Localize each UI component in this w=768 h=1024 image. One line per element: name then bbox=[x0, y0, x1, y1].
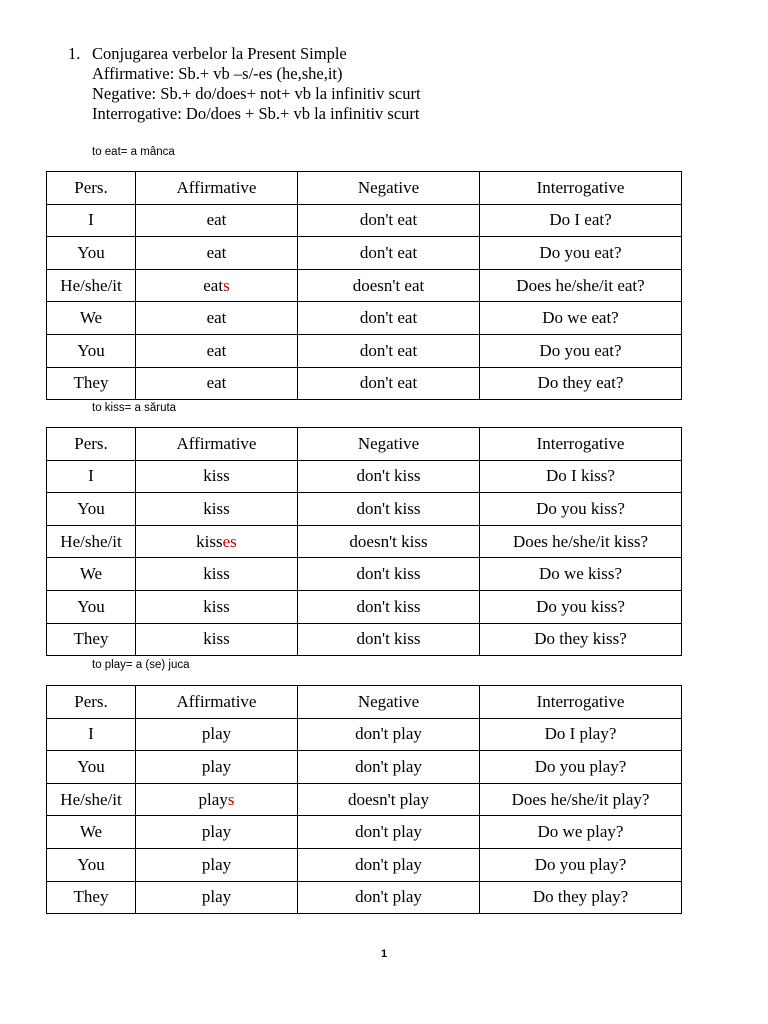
table-row bbox=[47, 269, 682, 302]
cell-interrogative: Do you eat? bbox=[480, 237, 682, 270]
cell-person: I bbox=[47, 460, 136, 493]
affirmative-stem: play bbox=[198, 789, 228, 809]
cell-person: We bbox=[47, 816, 136, 849]
cell-interrogative: Do I play? bbox=[480, 718, 682, 751]
affirmative-stem: eat bbox=[206, 308, 227, 328]
cell-negative: don't eat bbox=[298, 204, 480, 237]
cell-interrogative: Does he/she/it kiss? bbox=[480, 525, 682, 558]
cell-affirmative bbox=[136, 302, 298, 335]
table-row bbox=[47, 460, 682, 493]
cell-affirmative bbox=[136, 718, 298, 751]
affirmative-suffix: s bbox=[223, 275, 230, 295]
table-header-row bbox=[47, 428, 682, 461]
cell-negative: don't play bbox=[298, 751, 480, 784]
page-number: 1 bbox=[380, 948, 388, 960]
affirmative-stem: kiss bbox=[203, 564, 230, 584]
heading-lines bbox=[92, 44, 652, 124]
table-header-row bbox=[47, 686, 682, 719]
cell-affirmative bbox=[136, 334, 298, 367]
affirmative-stem: kiss bbox=[203, 498, 230, 518]
table-row bbox=[47, 623, 682, 656]
cell-person: We bbox=[47, 558, 136, 591]
table-row bbox=[47, 590, 682, 623]
cell-negative: don't eat bbox=[298, 334, 480, 367]
cell-affirmative bbox=[136, 525, 298, 558]
affirmative-stem: eat bbox=[203, 275, 224, 295]
table-row bbox=[47, 204, 682, 237]
heading-number: 1. bbox=[68, 44, 81, 63]
cell-person: You bbox=[47, 590, 136, 623]
cell-person: He/she/it bbox=[47, 783, 136, 816]
cell-interrogative: Does he/she/it play? bbox=[480, 783, 682, 816]
table-row bbox=[47, 367, 682, 400]
column-header-pers: Pers. bbox=[47, 686, 136, 719]
verb-caption-kiss: to kiss= a săruta bbox=[92, 402, 177, 414]
cell-affirmative bbox=[136, 751, 298, 784]
affirmative-suffix: s bbox=[227, 789, 235, 809]
cell-affirmative bbox=[136, 204, 298, 237]
cell-person: They bbox=[47, 367, 136, 400]
affirmative-stem: play bbox=[201, 887, 232, 907]
cell-affirmative bbox=[136, 590, 298, 623]
column-header-interrogative: Interrogative bbox=[480, 428, 682, 461]
affirmative-stem: kiss bbox=[203, 596, 230, 616]
cell-interrogative: Do you kiss? bbox=[480, 493, 682, 526]
affirmative-stem: kiss bbox=[203, 466, 230, 486]
cell-negative: doesn't kiss bbox=[298, 525, 480, 558]
cell-negative: don't play bbox=[298, 848, 480, 881]
conjugation-table-play bbox=[46, 685, 682, 914]
column-header-interrogative: Interrogative bbox=[480, 686, 682, 719]
conjugation-table-eat bbox=[46, 171, 682, 400]
table-row bbox=[47, 783, 682, 816]
table-row bbox=[47, 334, 682, 367]
cell-affirmative bbox=[136, 848, 298, 881]
cell-negative: don't kiss bbox=[298, 623, 480, 656]
column-header-negative: Negative bbox=[298, 686, 480, 719]
affirmative-stem: kiss bbox=[203, 629, 230, 649]
cell-interrogative: Do we eat? bbox=[480, 302, 682, 335]
cell-negative: don't play bbox=[298, 718, 480, 751]
cell-person: We bbox=[47, 302, 136, 335]
verb-caption-eat: to eat= a mânca bbox=[92, 146, 175, 158]
column-header-affirmative: Affirmative bbox=[136, 428, 298, 461]
cell-person: You bbox=[47, 848, 136, 881]
cell-person: You bbox=[47, 237, 136, 270]
table-row bbox=[47, 881, 682, 914]
affirmative-stem: eat bbox=[206, 210, 227, 230]
column-header-affirmative: Affirmative bbox=[136, 686, 298, 719]
affirmative-stem: kiss bbox=[196, 531, 223, 551]
cell-affirmative bbox=[136, 558, 298, 591]
affirmative-stem: play bbox=[201, 756, 232, 776]
cell-affirmative bbox=[136, 460, 298, 493]
affirmative-stem: play bbox=[201, 724, 232, 744]
table-row bbox=[47, 751, 682, 784]
affirmative-stem: play bbox=[201, 854, 232, 874]
cell-affirmative bbox=[136, 493, 298, 526]
cell-negative: don't kiss bbox=[298, 460, 480, 493]
heading-title: Conjugarea verbelor la Present Simple bbox=[92, 44, 347, 63]
cell-affirmative bbox=[136, 816, 298, 849]
cell-negative: don't eat bbox=[298, 237, 480, 270]
column-header-affirmative: Affirmative bbox=[136, 172, 298, 205]
cell-interrogative: Does he/she/it eat? bbox=[480, 269, 682, 302]
cell-interrogative: Do you play? bbox=[480, 751, 682, 784]
cell-interrogative: Do you kiss? bbox=[480, 590, 682, 623]
cell-interrogative: Do they kiss? bbox=[480, 623, 682, 656]
cell-negative: don't kiss bbox=[298, 590, 480, 623]
cell-person: You bbox=[47, 493, 136, 526]
cell-negative: don't eat bbox=[298, 302, 480, 335]
table-row bbox=[47, 558, 682, 591]
cell-negative: don't play bbox=[298, 816, 480, 849]
cell-negative: doesn't play bbox=[298, 783, 480, 816]
column-header-negative: Negative bbox=[298, 428, 480, 461]
affirmative-stem: eat bbox=[206, 340, 227, 360]
cell-interrogative: Do I eat? bbox=[480, 204, 682, 237]
cell-person: You bbox=[47, 334, 136, 367]
cell-person: They bbox=[47, 623, 136, 656]
cell-negative: don't kiss bbox=[298, 558, 480, 591]
rule-affirmative: Affirmative: Sb.+ vb –s/-es (he,she,it) bbox=[92, 64, 343, 83]
cell-person: He/she/it bbox=[47, 269, 136, 302]
column-header-pers: Pers. bbox=[47, 428, 136, 461]
cell-negative: don't kiss bbox=[298, 493, 480, 526]
cell-person: They bbox=[47, 881, 136, 914]
cell-person: He/she/it bbox=[47, 525, 136, 558]
cell-interrogative: Do I kiss? bbox=[480, 460, 682, 493]
cell-affirmative bbox=[136, 367, 298, 400]
table-row bbox=[47, 816, 682, 849]
cell-person: You bbox=[47, 751, 136, 784]
cell-interrogative: Do you eat? bbox=[480, 334, 682, 367]
cell-person: I bbox=[47, 718, 136, 751]
cell-interrogative: Do we kiss? bbox=[480, 558, 682, 591]
cell-affirmative bbox=[136, 783, 298, 816]
column-header-interrogative: Interrogative bbox=[480, 172, 682, 205]
cell-affirmative bbox=[136, 623, 298, 656]
conjugation-table-kiss bbox=[46, 427, 682, 656]
table-header-row bbox=[47, 172, 682, 205]
table-row bbox=[47, 237, 682, 270]
affirmative-suffix: es bbox=[222, 531, 237, 551]
cell-interrogative: Do they play? bbox=[480, 881, 682, 914]
column-header-pers: Pers. bbox=[47, 172, 136, 205]
table-row bbox=[47, 525, 682, 558]
table-row bbox=[47, 718, 682, 751]
cell-negative: doesn't eat bbox=[298, 269, 480, 302]
cell-person: I bbox=[47, 204, 136, 237]
cell-affirmative bbox=[136, 881, 298, 914]
affirmative-stem: eat bbox=[206, 373, 227, 393]
rule-negative: Negative: Sb.+ do/does+ not+ vb la infinitiv scurt bbox=[92, 84, 421, 103]
affirmative-stem: play bbox=[201, 822, 232, 842]
table-row bbox=[47, 302, 682, 335]
cell-interrogative: Do they eat? bbox=[480, 367, 682, 400]
table-row bbox=[47, 848, 682, 881]
cell-affirmative bbox=[136, 269, 298, 302]
table-row bbox=[47, 493, 682, 526]
column-header-negative: Negative bbox=[298, 172, 480, 205]
cell-negative: don't play bbox=[298, 881, 480, 914]
cell-affirmative bbox=[136, 237, 298, 270]
verb-caption-play: to play= a (se) juca bbox=[92, 659, 190, 671]
cell-interrogative: Do you play? bbox=[480, 848, 682, 881]
cell-negative: don't eat bbox=[298, 367, 480, 400]
cell-interrogative: Do we play? bbox=[480, 816, 682, 849]
rule-interrogative: Interrogative: Do/does + Sb.+ vb la infinitiv scurt bbox=[92, 104, 420, 123]
affirmative-stem: eat bbox=[206, 242, 227, 262]
